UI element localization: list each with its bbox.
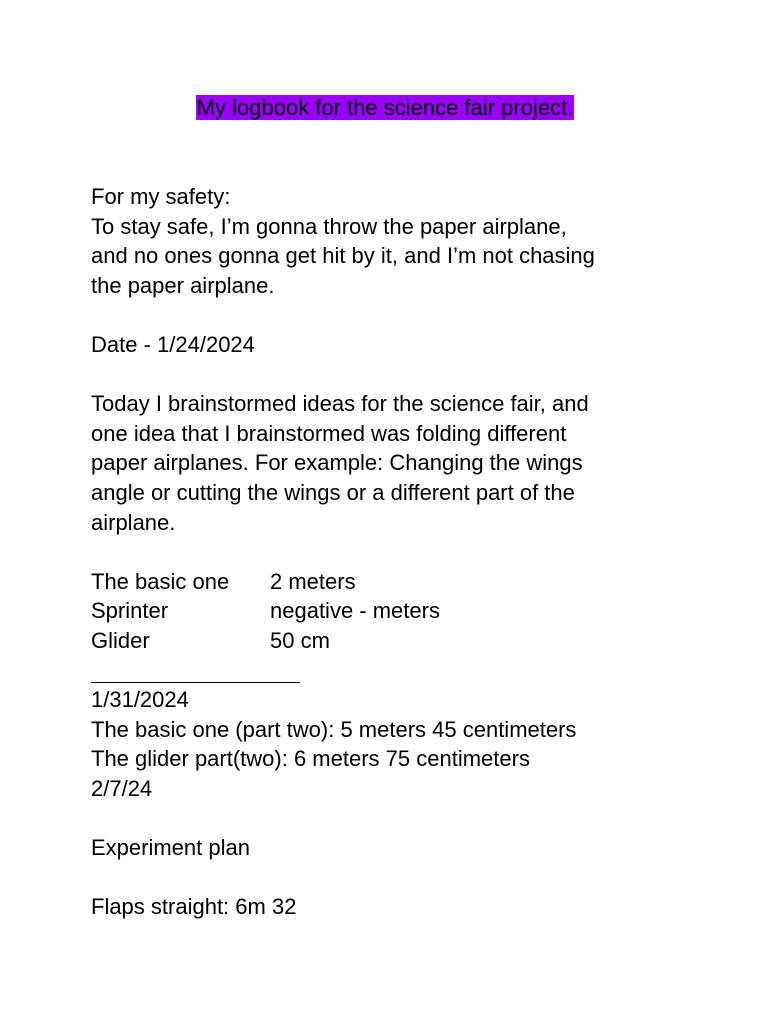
brainstorm-line: paper airplanes. For example: Changing the wings <box>91 450 583 476</box>
entry-line: The glider part(two): 6 meters 75 centimeters <box>91 746 530 772</box>
airplane-name: The basic one <box>91 568 230 594</box>
brainstorm-line: airplane. <box>91 509 176 535</box>
title-block <box>0 93 770 123</box>
results-table <box>91 567 731 656</box>
results-row <box>91 567 731 597</box>
blank-line <box>91 863 731 893</box>
entry-date: 1/31/2024 <box>91 687 189 713</box>
entry-date: Date - 1/24/2024 <box>91 331 255 357</box>
results-row <box>91 596 731 626</box>
document-title: My logbook for the science fair project. <box>196 95 574 120</box>
airplane-name: Sprinter <box>91 598 169 624</box>
distance-value: 2 meters <box>270 568 356 594</box>
brainstorm-line: Today I brainstormed ideas for the science fair, and <box>91 391 589 417</box>
safety-line: the paper airplane. <box>91 272 275 298</box>
distance-value: 50 cm <box>270 627 330 653</box>
blank-line <box>91 300 731 330</box>
logbook-content <box>91 182 731 922</box>
distance-value: negative - meters <box>270 598 440 624</box>
brainstorm-line: one idea that I brainstormed was folding different <box>91 420 567 446</box>
experiment-plan-heading: Experiment plan <box>91 835 250 861</box>
blank-line <box>91 537 731 567</box>
blank-line <box>91 360 731 390</box>
airplane-name: Glider <box>91 627 150 653</box>
entry-date: 2/7/24 <box>91 775 153 801</box>
safety-heading: For my safety: <box>91 184 231 209</box>
results-row <box>91 626 731 656</box>
separator-rule <box>91 656 300 686</box>
safety-line: To stay safe, I’m gonna throw the paper airplane, <box>91 213 567 239</box>
brainstorm-line: angle or cutting the wings or a different part of the <box>91 479 575 505</box>
flaps-result: Flaps straight: 6m 32 <box>91 894 297 920</box>
entry-line: The basic one (part two): 5 meters 45 centimeters <box>91 716 577 742</box>
blank-line <box>91 803 731 833</box>
safety-line: and no ones gonna get hit by it, and I’m not chasing <box>91 243 595 269</box>
